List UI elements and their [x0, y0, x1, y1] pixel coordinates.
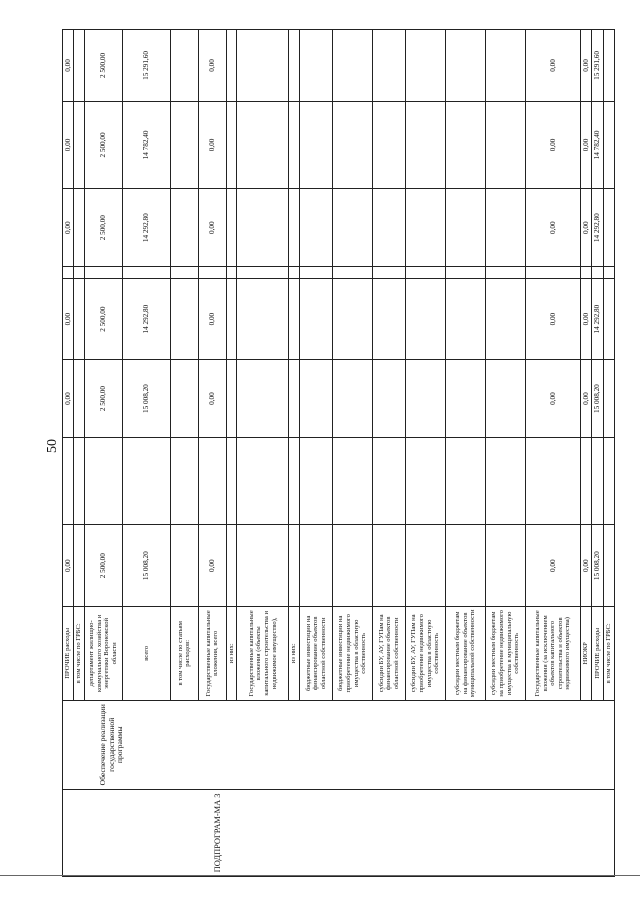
- value-cell: [373, 267, 406, 279]
- value-cell: [226, 279, 237, 360]
- value-cell: 14 292,80: [122, 279, 170, 360]
- value-cell: [486, 279, 526, 360]
- value-cell: [300, 525, 333, 607]
- row-label: из них:: [226, 607, 237, 701]
- value-cell: 0,00: [581, 359, 592, 437]
- page-number: 50: [45, 439, 60, 453]
- value-cell: [289, 189, 300, 267]
- value-cell: [74, 101, 85, 188]
- value-cell: [373, 279, 406, 360]
- page-bottom-rule: [0, 875, 640, 876]
- value-cell: [333, 525, 373, 607]
- rotated-page-content: [62, 29, 612, 877]
- value-cell: [406, 189, 446, 267]
- value-cell: [84, 267, 122, 279]
- value-cell: [486, 267, 526, 279]
- value-cell: [446, 525, 486, 607]
- value-cell: [170, 438, 198, 525]
- value-cell: [237, 359, 289, 437]
- value-cell: [300, 267, 333, 279]
- value-cell: [300, 101, 333, 188]
- value-cell: [333, 359, 373, 437]
- value-cell: [603, 359, 614, 437]
- budget-table-body: [63, 30, 615, 877]
- row-label: в том числе по ГРБС:: [74, 607, 85, 701]
- row-label: Государственные капитальные вложения (за исключением объектов капитального строительства и объектов недвижимого имущества): [526, 607, 581, 701]
- value-cell: [333, 189, 373, 267]
- row-label: из них:: [289, 607, 300, 701]
- value-cell: [289, 30, 300, 102]
- value-cell: 15 008,20: [592, 359, 603, 437]
- subprogram-status-cell: ПОДПРОГРАМ-МА 3: [63, 789, 615, 876]
- value-cell: [289, 359, 300, 437]
- value-cell: 0,00: [198, 189, 226, 267]
- value-cell: [373, 30, 406, 102]
- value-cell: [237, 101, 289, 188]
- value-cell: 0,00: [581, 279, 592, 360]
- row-label: субсидии БУ, АУ, ГУПам на приобретение недвижимого имущества в областную собственность: [406, 607, 446, 701]
- value-cell: 0,00: [63, 101, 74, 188]
- value-cell: [581, 267, 592, 279]
- value-cell: [526, 438, 581, 525]
- value-cell: [446, 279, 486, 360]
- value-cell: [170, 101, 198, 188]
- value-cell: 0,00: [526, 525, 581, 607]
- value-cell: [446, 30, 486, 102]
- value-cell: [592, 267, 603, 279]
- value-cell: [74, 279, 85, 360]
- value-cell: [486, 189, 526, 267]
- value-cell: [333, 101, 373, 188]
- value-cell: [486, 438, 526, 525]
- value-cell: [373, 438, 406, 525]
- value-cell: [486, 101, 526, 188]
- value-cell: [300, 30, 333, 102]
- value-cell: 0,00: [581, 101, 592, 188]
- value-cell: 0,00: [581, 525, 592, 607]
- value-cell: 2 500,00: [84, 525, 122, 607]
- row-label: бюджетные инвестиции на приобретение недвижимого имущества в областную собственность: [333, 607, 373, 701]
- value-cell: [170, 279, 198, 360]
- row-label: субсидии местным бюджетам на приобретение недвижимого имущества в муниципальную собственность: [486, 607, 526, 701]
- value-cell: 0,00: [63, 359, 74, 437]
- value-cell: [74, 359, 85, 437]
- value-cell: 0,00: [198, 101, 226, 188]
- row-label: субсидии местным бюджетам на финансирование объектов муниципальной собственности: [446, 607, 486, 701]
- value-cell: [289, 525, 300, 607]
- value-cell: [170, 359, 198, 437]
- value-cell: [226, 267, 237, 279]
- value-cell: [446, 189, 486, 267]
- row-label: бюджетные инвестиции на финансирование объектов областной собственности: [300, 607, 333, 701]
- value-cell: [300, 359, 333, 437]
- value-cell: [300, 189, 333, 267]
- value-cell: [603, 101, 614, 188]
- value-cell: 0,00: [581, 30, 592, 102]
- value-cell: [74, 525, 85, 607]
- value-cell: 0,00: [526, 189, 581, 267]
- value-cell: [289, 438, 300, 525]
- value-cell: [74, 438, 85, 525]
- value-cell: [289, 279, 300, 360]
- value-cell: [237, 279, 289, 360]
- value-cell: 15 291,60: [122, 30, 170, 102]
- row-label: департамент жилищно-коммунального хозяйства и энергетики Воронежской области: [84, 607, 122, 701]
- value-cell: [300, 438, 333, 525]
- value-cell: 2 500,00: [84, 101, 122, 188]
- value-cell: [373, 525, 406, 607]
- value-cell: 2 500,00: [84, 189, 122, 267]
- value-cell: [446, 359, 486, 437]
- value-cell: 15 008,20: [592, 525, 603, 607]
- value-cell: [226, 30, 237, 102]
- value-cell: 15 008,20: [122, 359, 170, 437]
- value-cell: [406, 101, 446, 188]
- value-cell: [226, 359, 237, 437]
- value-cell: [198, 438, 226, 525]
- value-cell: [74, 30, 85, 102]
- value-cell: [170, 30, 198, 102]
- value-cell: 0,00: [526, 359, 581, 437]
- value-cell: [300, 279, 333, 360]
- value-cell: [333, 30, 373, 102]
- subprogram-name-cell: Обеспечение реализации государственной программы: [63, 700, 615, 789]
- value-cell: 0,00: [198, 525, 226, 607]
- value-cell: [289, 267, 300, 279]
- value-cell: [406, 438, 446, 525]
- value-cell: 2 500,00: [84, 359, 122, 437]
- row-label: Государственные капитальные вложения, всего: [198, 607, 226, 701]
- value-cell: [198, 267, 226, 279]
- value-cell: [226, 525, 237, 607]
- value-cell: [581, 438, 592, 525]
- value-cell: [603, 30, 614, 102]
- value-cell: [603, 189, 614, 267]
- value-cell: [406, 267, 446, 279]
- value-cell: [486, 359, 526, 437]
- value-cell: [333, 279, 373, 360]
- value-cell: [406, 30, 446, 102]
- value-cell: [226, 438, 237, 525]
- value-cell: [333, 267, 373, 279]
- value-cell: [226, 101, 237, 188]
- value-cell: [237, 267, 289, 279]
- value-cell: 0,00: [526, 279, 581, 360]
- value-cell: 2 500,00: [84, 279, 122, 360]
- value-cell: 15 008,20: [122, 525, 170, 607]
- value-cell: [84, 438, 122, 525]
- value-cell: [226, 189, 237, 267]
- row-label: НИОКР: [581, 607, 592, 701]
- row-label: ПРОЧИЕ расходы: [63, 607, 74, 701]
- row-label: Государственные капитальные вложения (объекты капитального строительства и недвижимое имущество),: [237, 607, 289, 701]
- value-cell: 14 782,40: [592, 101, 603, 188]
- value-cell: 0,00: [198, 279, 226, 360]
- value-cell: [373, 101, 406, 188]
- value-cell: [289, 101, 300, 188]
- value-cell: [63, 438, 74, 525]
- row-label: ПРОЧИЕ расходы: [592, 607, 603, 701]
- value-cell: [603, 438, 614, 525]
- value-cell: 0,00: [526, 101, 581, 188]
- value-cell: 0,00: [63, 30, 74, 102]
- value-cell: [486, 525, 526, 607]
- value-cell: 0,00: [63, 525, 74, 607]
- value-cell: [446, 101, 486, 188]
- value-cell: [486, 30, 526, 102]
- value-cell: [63, 267, 74, 279]
- value-cell: 14 292,80: [592, 279, 603, 360]
- value-cell: 0,00: [198, 359, 226, 437]
- value-cell: 0,00: [526, 30, 581, 102]
- value-cell: [74, 267, 85, 279]
- row-label: всего: [122, 607, 170, 701]
- row-label: в том числе по статьям расходов:: [170, 607, 198, 701]
- value-cell: 0,00: [63, 189, 74, 267]
- value-cell: 2 500,00: [84, 30, 122, 102]
- value-cell: [122, 438, 170, 525]
- value-cell: 14 292,80: [122, 189, 170, 267]
- value-cell: [74, 189, 85, 267]
- value-cell: [446, 438, 486, 525]
- value-cell: [446, 267, 486, 279]
- value-cell: [406, 525, 446, 607]
- value-cell: 0,00: [198, 30, 226, 102]
- value-cell: [170, 267, 198, 279]
- value-cell: [592, 438, 603, 525]
- value-cell: [237, 438, 289, 525]
- value-cell: [373, 359, 406, 437]
- value-cell: 15 291,60: [592, 30, 603, 102]
- value-cell: [603, 279, 614, 360]
- value-cell: [170, 525, 198, 607]
- value-cell: [170, 189, 198, 267]
- value-cell: [603, 267, 614, 279]
- row-label: в том числе по ГРБС:: [603, 607, 614, 701]
- value-cell: [373, 189, 406, 267]
- value-cell: 14 292,80: [592, 189, 603, 267]
- value-cell: [333, 438, 373, 525]
- budget-table: [62, 29, 615, 877]
- table-row: [63, 30, 74, 877]
- row-label: субсидии БУ, АУ, ГУПам на финансирование объектов областной собственности: [373, 607, 406, 701]
- value-cell: [406, 359, 446, 437]
- value-cell: [237, 189, 289, 267]
- value-cell: [406, 279, 446, 360]
- value-cell: [237, 525, 289, 607]
- value-cell: [122, 267, 170, 279]
- value-cell: [603, 525, 614, 607]
- value-cell: 14 782,40: [122, 101, 170, 188]
- value-cell: [237, 30, 289, 102]
- value-cell: [526, 267, 581, 279]
- value-cell: 0,00: [581, 189, 592, 267]
- value-cell: 0,00: [63, 279, 74, 360]
